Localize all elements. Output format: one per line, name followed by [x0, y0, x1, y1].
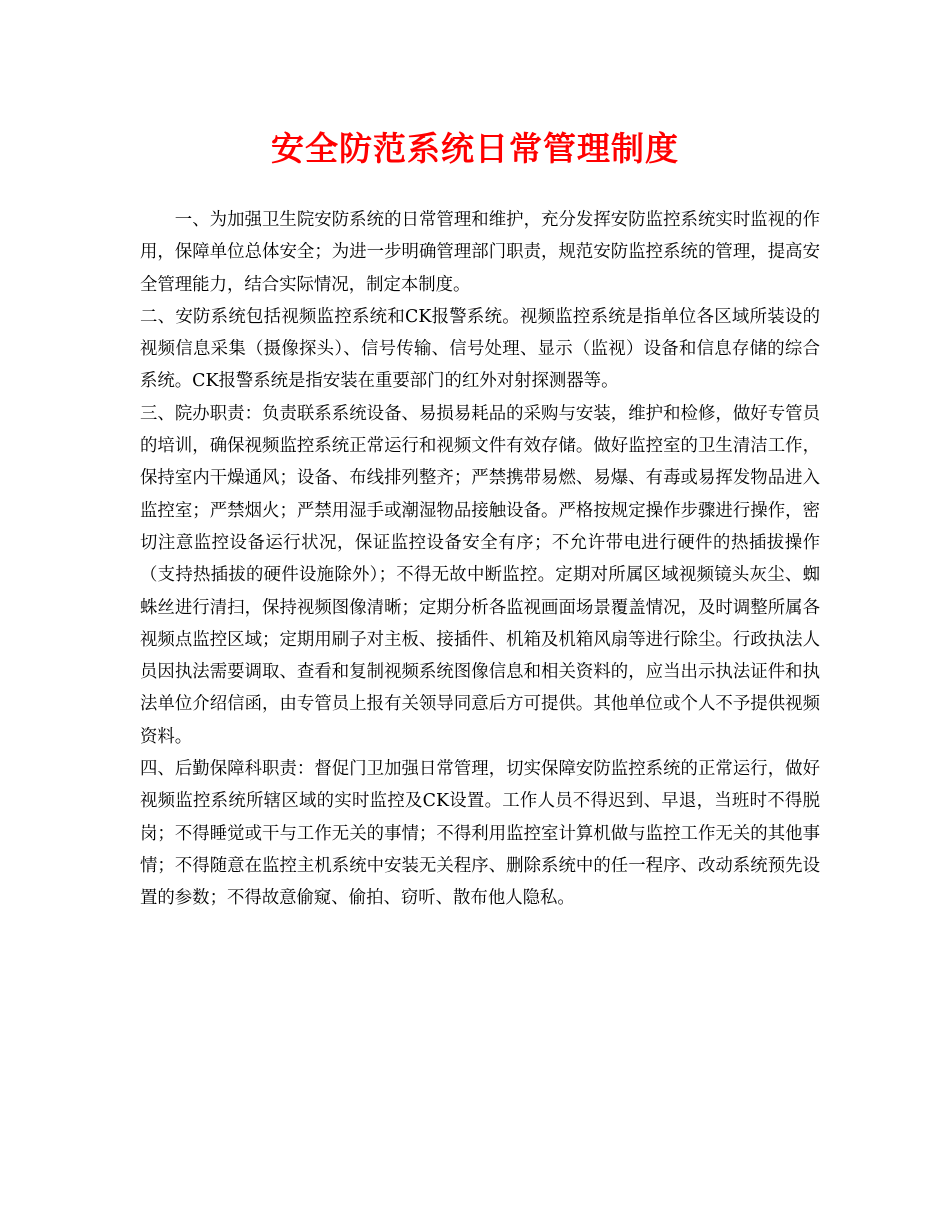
paragraph-1: 一、为加强卫生院安防系统的日常管理和维护，充分发挥安防监控系统实时监视的作用，保障单位总体安全；为进一步明确管理部门职责，规范安防监控系统的管理，提高安全管理能力，结合实际情况，制定本制度。 [140, 210, 820, 295]
paragraph-2: 二、安防系统包括视频监控系统和CK报警系统。视频监控系统是指单位各区域所装设的视频信息采集（摄像探头）、信号传输、信号处理、显示（监视）设备和信息存储的综合系统。CK报警系统是指安装在重要部门的红外对射探测器等。 [140, 306, 820, 392]
document-title: 安全防范系统日常管理制度 [271, 129, 679, 168]
paragraph-3: 三、院办职责：负责联系系统设备、易损易耗品的采购与安装，维护和检修，做好专管员的培训，确保视频监控系统正常运行和视频文件有效存储。做好监控室的卫生清洁工作，保持室内干燥通风；设备、布线排列整齐；严禁携带易燃、易爆、有毒或易挥发物品进入监控室；严禁烟火；严禁用湿手或潮湿物品接触设备。严格按规定操作步骤进行操作，密切注意监控设备运行状况，保证监控设备安全有序；不允许带电进行硬件的热插拔操作（支持热插拔的硬件设施除外）；不得无故中断监控。定期对所属区域视频镜头灰尘、蜘蛛丝进行清扫，保持视频图像清晰；定期分析各监视画面场景覆盖情况，及时调整所属各视频点监控区域；定期用刷子对主板、接插件、机箱及机箱风扇等进行除尘。行政执法人员因执法需要调取、查看和复制视频系统图像信息和相关资料的，应当出示执法证件和执法单位介绍信函，由专管员上报有关领导同意后方可提供。其他单位或个人不予提供视频资料。 [140, 403, 820, 747]
document-body [140, 204, 820, 915]
paragraph-4: 四、后勤保障科职责：督促门卫加强日常管理，切实保障安防监控系统的正常运行，做好视频监控系统所辖区域的实时监控及CK设置。工作人员不得迟到、早退，当班时不得脱岗；不得睡觉或干与工作无关的事情；不得利用监控室计算机做与监控工作无关的其他事情；不得随意在监控主机系统中安装无关程序、删除系统中的任一程序、改动系统预先设置的参数；不得故意偷窥、偷拍、窃听、散布他人隐私。 [140, 759, 820, 909]
